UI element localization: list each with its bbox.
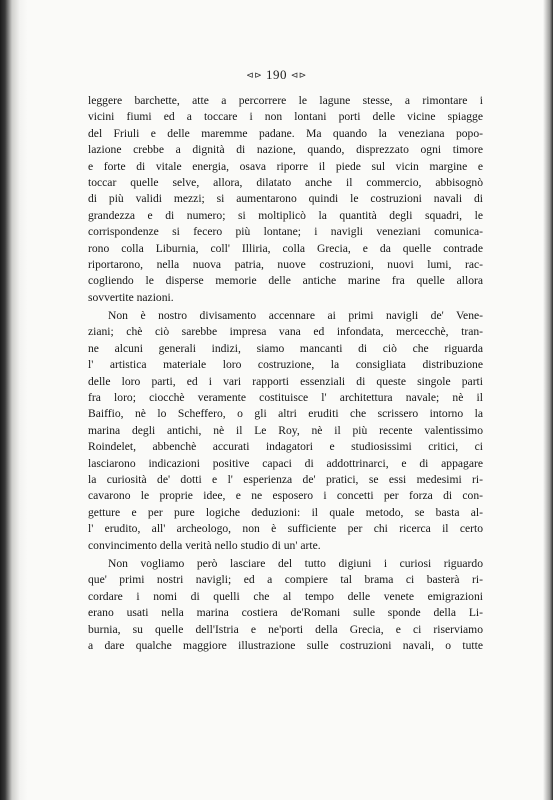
text-line: ziani; chè ciò sarebbe impresa vana ed infondata, mercecchè, tran- [88,325,483,339]
text-line: rono colla Liburnia, coll' Illiria, colla Grecia, e da quelle contrade [88,241,483,255]
text-line: sovvertite nazioni. [88,290,174,304]
text-line: fra loro; ciocchè veramente costituisce l' architettura navale; nè il [88,391,483,405]
text-line: cogliendo le disperse memorie delle antiche marine fra quelle allora [88,274,483,288]
text-line: Baiffio, nè lo Scheffero, o gli altri eruditi che scrissero intorno la [88,407,483,421]
text-line: corrispondenze si fecero più lontane; i navigli veneziani comunica- [88,225,483,239]
text-line: cavarono le proprie idee, e ne esposero i concetti per forza di con- [88,489,483,503]
page-edge-right [543,0,553,800]
text-line: erano usati nella marina costiera de'Romani sulle sponde della Li- [88,606,483,620]
text-line: marina degli antichi, nè il Le Roy, nè il più recente valentissimo [88,423,483,437]
text-line: lasciarono indicazioni positive capaci di addottrinarci, e di appagare [88,456,483,470]
ornament-right-icon: ⊲⊳ [290,70,307,80]
paragraph [88,556,483,654]
text-line: riportarono, nella nuova patria, nuove costruzioni, nuovi lumi, rac- [88,257,483,271]
text-line: delle loro parti, ed i vari rapporti essenziali di queste singole parti [88,374,483,388]
paragraph [88,308,483,554]
text-line: Non è nostro divisamento accennare ai primi navigli de' Vene- [108,309,483,323]
text-line: l' erudito, all' archeologo, non è sufficiente per chi ricerca il certo [88,522,483,536]
text-line: di più validi mezzi; si aumentarono quindi le costruzioni navali di [88,192,483,206]
text-line: leggere barchette, atte a percorrere le lagune stesse, a rimontare i [88,94,483,107]
body-text [88,93,483,654]
text-line: grandezza e di numero; si moltiplicò la quantità degli squadri, le [88,208,483,222]
text-line: la curiosità de' dotti e l' esperienza de' pratici, se essi medesimi ri- [88,472,483,486]
paragraph [88,93,483,306]
text-line: toccar quelle selve, allora, dilatato anche il commercio, abbisognò [88,175,483,189]
text-line: cordare i nomi di quelli che al tempo delle venete emigrazioni [88,589,483,603]
page-header [0,67,553,83]
text-line: del Friuli e delle maremme padane. Ma quando la veneziana popo- [88,126,483,140]
text-line: Roindelet, abbenchè accurati indagatori e studiosissimi critici, ci [88,440,483,454]
text-line: burnia, su quelle dell'Istria e ne'porti della Grecia, e ci riserviamo [88,622,483,636]
text-line: getture e per pure logiche deduzioni: il quale metodo, se basta al- [88,505,483,519]
text-line: a dare qualche maggiore illustrazione sulle costruzioni navali, o tutte [88,638,483,652]
page-number: 190 [266,67,287,82]
text-line: lazione crebbe a dignità di nazione, quando, disprezzato ogni timore [88,143,483,157]
text-line: e forte di vitale energia, osava riporre il piede sul vicin margine e [88,159,483,173]
text-line: que' primi nostri navigli; ed a compiere tal brama ci basterà ri- [88,573,483,587]
text-line: Non vogliamo però lasciare del tutto digiuni i curiosi riguardo [108,556,483,570]
text-line: convincimento della verità nello studio di un' arte. [88,538,321,552]
binding-shadow-left [0,0,28,800]
text-line: vicini fiumi ed a toccare i non lontani porti delle vicine spiagge [88,110,483,124]
text-line: ne alcuni generali indizi, siamo mancanti di ciò che riguarda [88,341,483,355]
ornament-left-icon: ⊲⊳ [246,70,263,80]
text-line: l' artistica materiale loro costruzione, la consigliata distribuzione [88,358,483,372]
